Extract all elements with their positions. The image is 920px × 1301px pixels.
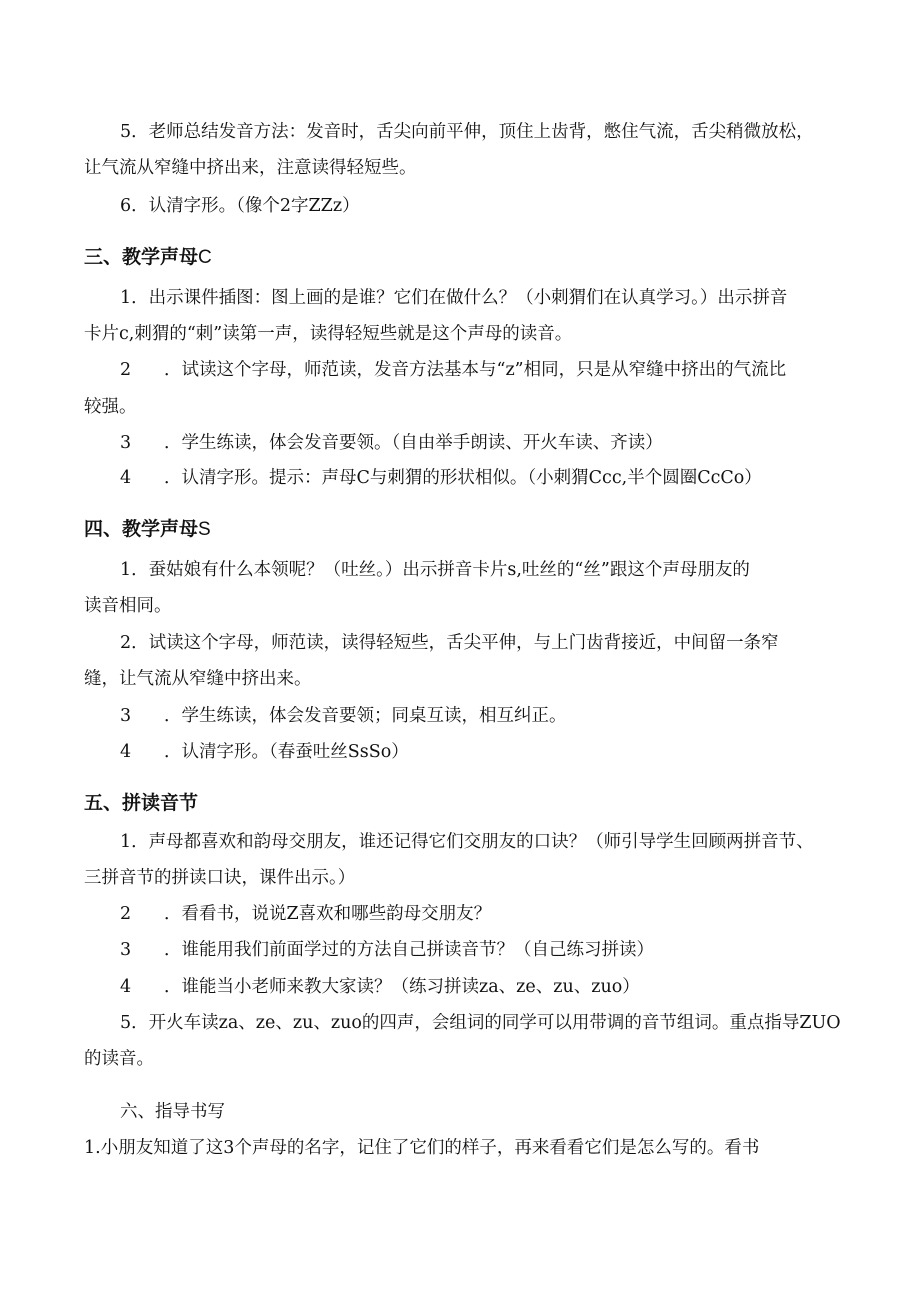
s4-item-2: 2．试读这个字母，师范读，读得轻短些，舌尖平伸，与上门齿背接近，中间留一条窄: [120, 633, 779, 653]
section-4-heading: 四、教学声母S: [84, 518, 211, 540]
s5-item-2: 2 ．看看书，说说Z喜欢和哪些韵母交朋友？: [120, 904, 492, 924]
s5-item-3: 3 ．谁能用我们前面学过的方法自己拼读音节？（自己练习拼读）: [120, 940, 654, 960]
section-6-heading: 六、指导书写: [120, 1102, 225, 1122]
s4-item-2-cont: 缝，让气流从窄缝中挤出来。: [84, 669, 312, 689]
s5-item-5: 5．开火车读za、ze、zu、zuo的四声，会组词的同学可以用带调的音节组词。重点指导ZUO: [120, 1013, 841, 1033]
s4-item-1: 1．蚕姑娘有什么本领呢？（吐丝。）出示拼音卡片s,吐丝的“丝”跟这个声母朋友的: [120, 560, 750, 580]
s3-item-1: 1．出示课件插图：图上画的是谁？它们在做什么？（小刺猬们在认真学习。）出示拼音: [120, 288, 788, 308]
section-5-heading: 五、拼读音节: [84, 792, 199, 814]
item-5: 5．老师总结发音方法：发音时，舌尖向前平伸，顶住上齿背，憋住气流，舌尖稍微放松，: [120, 122, 814, 142]
section-3-heading: 三、教学声母C: [84, 246, 212, 268]
item-5-cont: 让气流从窄缝中挤出来，注意读得轻短些。: [84, 158, 417, 178]
s3-item-2: 2 ．试读这个字母，师范读，发音方法基本与“z”相同，只是从窄缝中挤出的气流比: [120, 360, 787, 380]
s3-item-3: 3 ．学生练读，体会发音要领。（自由举手朗读、开火车读、齐读）: [120, 433, 663, 453]
s4-item-4: 4 ．认清字形。（春蚕吐丝SsSo）: [120, 742, 409, 762]
s6-item-1: 1.小朋友知道了这3个声母的名字，记住了它们的样子，再来看看它们是怎么写的。看书: [84, 1138, 760, 1158]
s5-item-1: 1．声母都喜欢和韵母交朋友，谁还记得它们交朋友的口诀？（师引导学生回顾两拼音节、: [120, 832, 814, 852]
s3-item-2-cont: 较强。: [84, 397, 137, 417]
s4-item-3: 3 ．学生练读，体会发音要领；同桌互读，相互纠正。: [120, 706, 567, 726]
s5-item-1-cont: 三拼音节的拼读口诀，课件出示。）: [84, 868, 356, 888]
item-6: 6．认清字形。（像个2字ZZz）: [120, 196, 360, 216]
s5-item-4: 4 ．谁能当小老师来教大家读？（练习拼读za、ze、zu、zuo）: [120, 977, 640, 997]
s3-item-1-cont: 卡片c,刺猬的“刺”读第一声，读得轻短些就是这个声母的读音。: [84, 324, 573, 344]
s3-item-4: 4 ．认清字形。提示：声母C与刺猬的形状相似。（小刺猬Ccc,半个圆圈CcCo）: [120, 468, 762, 488]
s5-item-5-cont: 的读音。: [84, 1049, 154, 1069]
s4-item-1-cont: 读音相同。: [84, 596, 172, 616]
